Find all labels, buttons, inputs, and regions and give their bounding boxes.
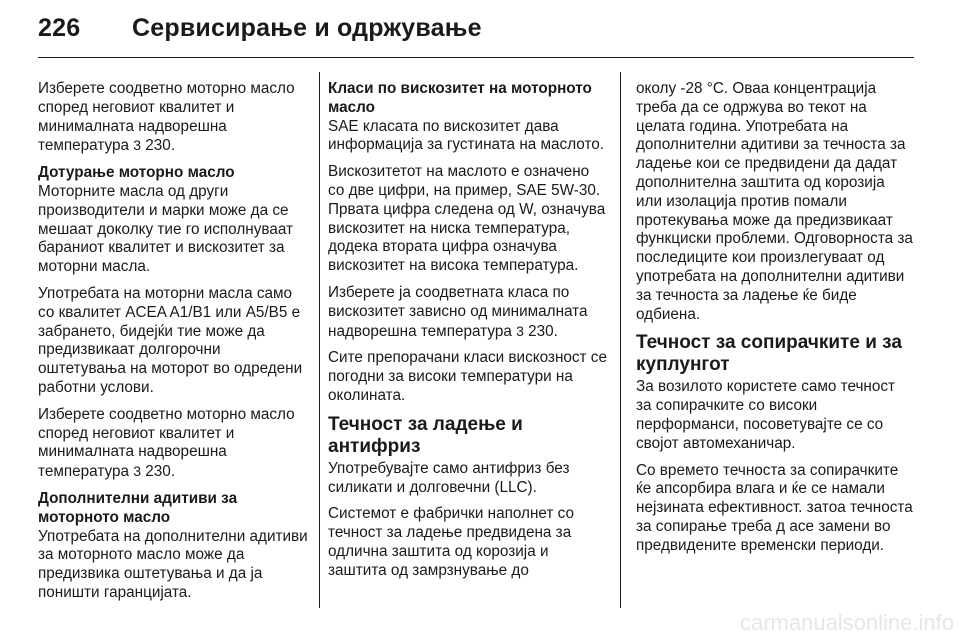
page-ref-icon: 3 <box>516 322 524 339</box>
section-heading: Течност за ладење и антифриз <box>328 413 523 457</box>
paragraph: Сите препорачани класи вискозност се погодни за високи температури на околината. <box>328 349 607 404</box>
watermark: carmanualsonline.info <box>739 610 954 635</box>
paragraph: Изберете соодветно моторно масло според неговиот квалитет и минималната надворешна температура 3 230. <box>38 80 295 155</box>
paragraph: Изберете ја соодветната класа по вискозитет зависно од минималната надворешна температура 3 230. <box>328 283 588 340</box>
paragraph: Употребата на моторни масла само со квалитет ACEA A1/B1 или A5/B5 е забрането, бидејќи тие може да предизвикаат долгорочни оштетувања на моторот во одредени работни услови. <box>38 284 303 396</box>
column-divider <box>620 72 621 608</box>
page-ref-icon: 3 <box>133 463 142 480</box>
page-ref[interactable]: 230. <box>528 322 558 340</box>
paragraph: SAE класата по вискозитет дава информација за густината на маслото. <box>328 117 605 154</box>
column-right <box>636 80 914 564</box>
section-heading: Класи по вискозитет на моторното масло <box>328 80 592 116</box>
page-ref[interactable]: 230. <box>145 463 176 481</box>
page-title: Сервисирање и одржување <box>132 14 482 42</box>
paragraph: Вискозитетот на маслото е означено со две цифри, на пример, SAE 5W-30. Првата цифра следена од W, означува вискозитет на ниска температура, додека втората цифра означува вискозитет на висока температура. <box>328 163 606 275</box>
section-heading: Течност за сопирачките и за куплунгот <box>636 332 902 376</box>
paragraph: Моторните масла од други производители и марки може да се мешаат доколку тие го исполнуваат бараниот квалитет и вискозитет за моторни масла. <box>38 182 294 276</box>
paragraph: Употребувајте само антифриз без силикати и долговечни (LLC). <box>328 459 570 496</box>
paragraph: За возилото користете само течност за сопирачките со високи перформанси, посоветувајте се со својот автомеханичар. <box>636 378 896 452</box>
paragraph: Изберете соодветно моторно масло според неговиот квалитет и минималната надворешна температура 3 230. <box>38 405 295 481</box>
column-middle <box>328 80 608 589</box>
paragraph: Системот е фабрички наполнет со течност за ладење предвидена за одлична заштита од корозија и заштита од замрзнување до <box>328 505 575 579</box>
paragraph: Со времето течноста за сопирачките ќе апсорбира влага и ќе се намали нејзината ефективност. затоа течноста за сопирање треба д асе замени во предвидените временски периоди. <box>636 461 913 554</box>
column-left <box>38 80 308 611</box>
paragraph: Употребата на дополнителни адитиви за моторното масло може да предизвика оштетувања и да ја поништи гаранцијата. <box>38 527 308 601</box>
section-heading: Дотурање моторно масло <box>38 164 235 182</box>
paragraph: околу -28 °C. Оваа концентрација треба да се одржува во текот на целата година. Употребата на дополнителни адитиви за течноста за ладење кои се предвидени да дадат дополнителна заштита од корозија или изолација против помали протекувања може да предизвикаат функциски проблеми. Одговорноста за последиците кои произлегуваат од употребата на дополнителни адитиви за течноста за ладење ќе биде одбиена. <box>636 80 913 323</box>
header-rule <box>38 57 914 58</box>
section-heading: Дополнителни адитиви за моторното масло <box>38 489 238 526</box>
page-header <box>38 14 482 43</box>
page-number: 226 <box>38 14 81 42</box>
column-divider <box>319 72 320 608</box>
page-ref[interactable]: 230. <box>145 137 176 155</box>
page-ref-icon: 3 <box>133 137 142 154</box>
